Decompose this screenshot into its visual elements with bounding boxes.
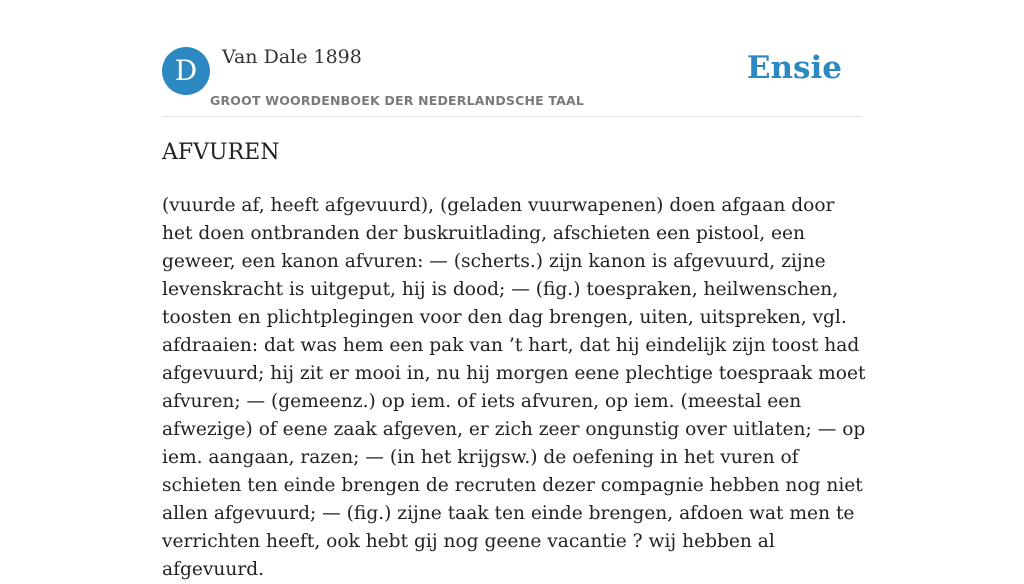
source-logo[interactable]: D [162,47,210,95]
entry-definition: (vuurde af, heeft afgevuurd), (geladen vuurwapenen) doen afgaan door het doen ontbranden der buskruitlading, afschieten een pistool, een geweer, een kanon afvuren: — (scherts.) zijn kanon is afgevuurd, zijne levenskracht is uitgeput, hij is dood; — (fig.) toespraken, heilwenschen, toosten en plichtplegingen voor den dag brengen, uiten, uitspreken, vgl. afdraaien: dat was hem een pak van ’t hart, dat hij eindelijk zijn toost had afgevuurd; hij zit er mooi in, nu hij morgen eene plechtige toespraak moet afvuren; — (gemeenz.) op iem. of iets afvuren, op iem. (meestal een afwezige) of eene zaak afgeven, er zich zeer ongunstig over uitlaten; — op iem. aangaan, razen; — (in het krijgsw.) de oefening in het vuren of schieten ten einde brengen de recruten dezer compagnie hebben nog niet allen afgevuurd; — (fig.) zijne taak ten einde brengen, afdoen wat men te verrichten heeft, ook hebt gij nog geene vacantie ? wij hebben al afgevuurd. [162,195,866,580]
entry-headword: AFVUREN [162,140,280,165]
brand-logo[interactable]: Ensie [746,50,842,86]
source-title[interactable]: Van Dale 1898 [222,46,362,68]
dictionary-header [162,46,862,117]
source-subtitle: GROOT WOORDENBOEK DER NEDERLANDSCHE TAAL [210,93,585,108]
